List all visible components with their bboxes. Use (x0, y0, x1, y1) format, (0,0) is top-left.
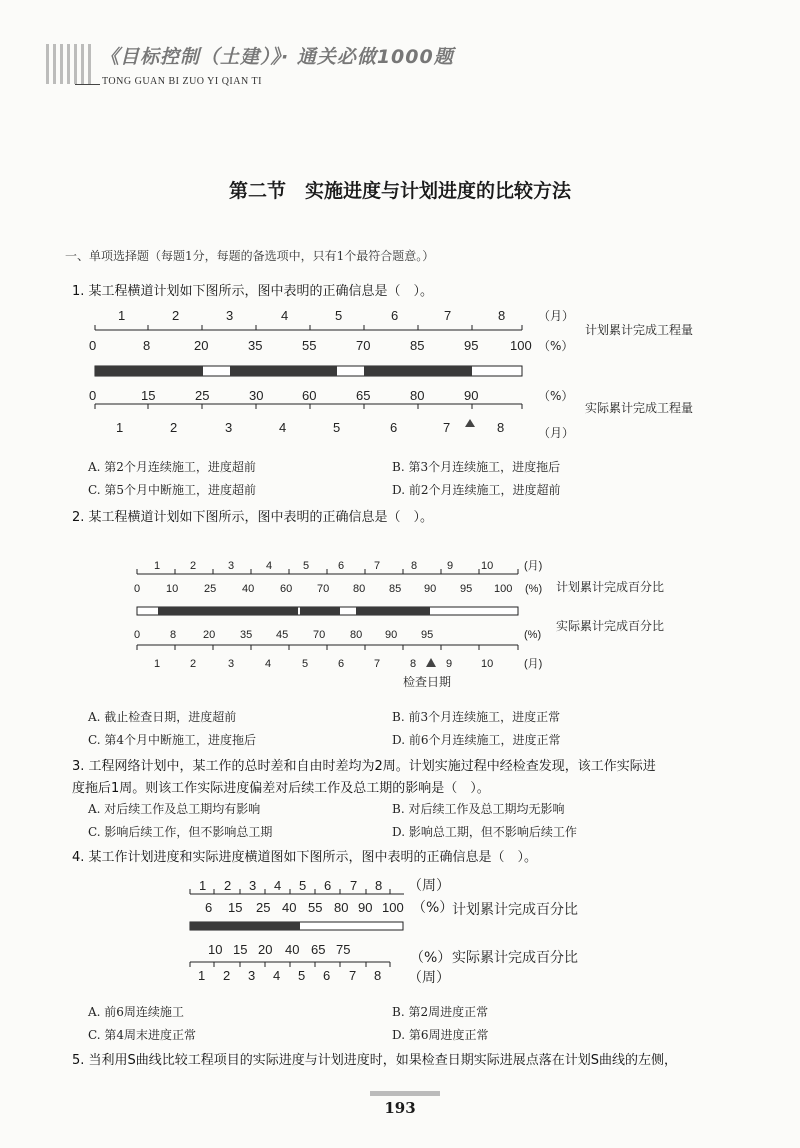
q2-option-d: D. 前6个月连续施工，进度正常 (392, 733, 561, 747)
chart-label: 3 (248, 968, 256, 983)
chart-label: 95 (421, 629, 434, 641)
chart-label: 25 (256, 900, 271, 915)
chart-label: 3 (249, 878, 257, 893)
chart-label: 6 (391, 308, 399, 323)
chart-label: 计划累计完成工程量 (585, 323, 694, 337)
chart-label: 4 (265, 658, 272, 670)
chart-label: 3 (225, 420, 233, 435)
q4-option-c: C. 第4周末进度正常 (88, 1028, 197, 1042)
chart-label: 10 (481, 658, 494, 670)
chart-label: 7 (349, 968, 357, 983)
chart-label: 6 (338, 560, 345, 572)
chart-label: 实际累计完成百分比 (452, 950, 578, 966)
chart-label: 5 (299, 878, 307, 893)
chart-label: (%) (525, 583, 543, 595)
chart-label: （%） (538, 339, 574, 353)
chart-label: 100 (494, 583, 513, 595)
chart-label: 70 (317, 583, 330, 595)
chart-label: 6 (205, 900, 213, 915)
chart-label: 2 (172, 308, 180, 323)
q3-option-b: B. 对后续工作及总工期均无影响 (392, 802, 565, 816)
chart-label: 40 (285, 942, 300, 957)
chart-label: 1 (154, 560, 161, 572)
chart-label: 5 (333, 420, 341, 435)
chart-label: 3 (226, 308, 234, 323)
chart-label: 5 (298, 968, 306, 983)
q1-option-d: D. 前2个月连续施工，进度超前 (392, 483, 561, 497)
chart-label: 95 (464, 338, 479, 353)
q1-option-c: C. 第5个月中断施工，进度超前 (88, 483, 257, 497)
chart-label: 1 (154, 658, 161, 670)
chart-label: 75 (336, 942, 351, 957)
chart-label: 70 (313, 629, 326, 641)
chart-label: 20 (194, 338, 209, 353)
chart-label: 7 (374, 560, 381, 572)
chart-label: 实际累计完成工程量 (585, 401, 694, 415)
chart-label: 80 (353, 583, 366, 595)
chart-label: 10 (481, 560, 494, 572)
book-title: 《目标控制（土建）》· 通关必做1000题 (100, 46, 454, 68)
page-number-decoration (370, 1091, 440, 1096)
chart-label: 8 (497, 420, 505, 435)
q4-option-a: A. 前6周连续施工 (88, 1005, 184, 1019)
chart-label: 35 (248, 338, 263, 353)
chart-label: 1 (116, 420, 124, 435)
chart-label: 9 (447, 560, 454, 572)
chart-label: 60 (302, 388, 317, 403)
chart-label: 55 (302, 338, 317, 353)
q3-option-c: C. 影响后续工作，但不影响总工期 (88, 825, 273, 839)
chart-label: 15 (228, 900, 243, 915)
chart-label: 2 (190, 560, 197, 572)
page-number: 193 (384, 1099, 416, 1117)
chart-label: 90 (358, 900, 373, 915)
q2-option-c: C. 第4个月中断施工，进度拖后 (88, 733, 257, 747)
book-pinyin: TONG GUAN BI ZUO YI QIAN TI (102, 76, 262, 87)
chart-label: 7 (444, 308, 452, 323)
chart-label: （月） (538, 426, 575, 440)
chart-label: （%） (410, 950, 452, 966)
chart-label: 8 (374, 968, 382, 983)
chart-label: 1 (118, 308, 126, 323)
chart-label: (%) (524, 629, 542, 641)
question-1-stem: 1. 某工程横道计划如下图所示，图中表明的正确信息是（ ）。 (72, 284, 434, 299)
q1-option-b: B. 第3个月连续施工，进度拖后 (392, 460, 561, 474)
chart-label: 8 (375, 878, 383, 893)
chart-label: 80 (350, 629, 363, 641)
q2-option-a: A. 截止检查日期，进度超前 (88, 710, 237, 724)
chart-label: 1 (198, 968, 206, 983)
chart-label: 4 (273, 968, 281, 983)
chart-label: 20 (258, 942, 273, 957)
chart-label: 4 (281, 308, 289, 323)
chart-label: 2 (190, 658, 197, 670)
chart-label: 15 (233, 942, 248, 957)
chart-label: 1 (199, 878, 207, 893)
chart-label: 5 (302, 658, 309, 670)
question-3-stem-line2: 度拖后1周。则该工作实际进度偏差对后续工作及总工期的影响是（ ）。 (72, 781, 490, 796)
check-date-marker (426, 658, 436, 667)
chart-label: 2 (170, 420, 178, 435)
chart-label: 30 (249, 388, 264, 403)
chart-label: 85 (389, 583, 402, 595)
chart-label: 10 (166, 583, 179, 595)
chart-label: 8 (410, 658, 417, 670)
chart-label: 7 (374, 658, 381, 670)
chart-label: 7 (443, 420, 451, 435)
q4-option-b: B. 第2周进度正常 (392, 1005, 489, 1019)
chart-label: 25 (195, 388, 210, 403)
chart-label: 3 (228, 658, 235, 670)
question-5-stem: 5. 当利用S曲线比较工程项目的实际进度与计划进度时，如果检查日期实际进展点落在计划S曲线的左侧， (72, 1053, 678, 1068)
chart-label: 0 (89, 388, 97, 403)
chart-label: 65 (311, 942, 326, 957)
chart-label: 检查日期 (403, 675, 452, 689)
chart-label: （%） (538, 389, 574, 403)
chart-label: 25 (204, 583, 217, 595)
chart-label: 计划累计完成百分比 (452, 902, 578, 918)
chart-label: 70 (356, 338, 371, 353)
instruction: 一、单项选择题（每题1分，每题的备选项中，只有1个最符合题意。） (65, 249, 435, 263)
chart-label: 3 (228, 560, 235, 572)
chart-label: 95 (460, 583, 473, 595)
question-3-stem-line1: 3. 工程网络计划中，某工作的总时差和自由时差均为2周。计划实施过程中经检查发现，该工作实际进 (72, 759, 656, 774)
chart-label: 55 (308, 900, 323, 915)
chart-label: 4 (274, 878, 282, 893)
chart-label: （月） (538, 309, 575, 323)
chart-label: 90 (424, 583, 437, 595)
q2-option-b: B. 前3个月连续施工，进度正常 (392, 710, 561, 724)
chart-label: 40 (282, 900, 297, 915)
chart-label: 8 (498, 308, 506, 323)
chart-label: 0 (89, 338, 97, 353)
chart-label: 5 (303, 560, 310, 572)
chart-label: 4 (266, 560, 273, 572)
chart-label: （周） (408, 878, 450, 894)
chart-label: 计划累计完成百分比 (556, 580, 665, 594)
chart-label: 45 (276, 629, 289, 641)
chart-label: 实际累计完成百分比 (556, 619, 665, 633)
chart-label: 65 (356, 388, 371, 403)
chart-label: 15 (141, 388, 156, 403)
chart-label: (月) (524, 560, 543, 572)
chart-label: 90 (464, 388, 479, 403)
question-2-stem: 2. 某工程横道计划如下图所示，图中表明的正确信息是（ ）。 (72, 510, 434, 525)
check-date-marker (465, 419, 475, 427)
chart-label: 4 (279, 420, 287, 435)
chart-label: 20 (203, 629, 216, 641)
chart-label: 6 (390, 420, 398, 435)
chart-label: 2 (223, 968, 231, 983)
section-title: 第二节 实施进度与计划进度的比较方法 (228, 180, 571, 202)
chart-label: 6 (338, 658, 345, 670)
chart-label: （%） (412, 900, 454, 916)
chart-label: 40 (242, 583, 255, 595)
chart-label: 8 (411, 560, 418, 572)
chart-label: 8 (170, 629, 177, 641)
chart-label: 60 (280, 583, 293, 595)
q3-option-a: A. 对后续工作及总工期均有影响 (88, 802, 261, 816)
question-4-stem: 4. 某工作计划进度和实际进度横道图如下图所示，图中表明的正确信息是（ ）。 (72, 850, 538, 865)
chart-label: 0 (134, 629, 141, 641)
chart-label: 8 (143, 338, 151, 353)
chart-label: 10 (208, 942, 223, 957)
chart-label: 6 (324, 878, 332, 893)
chart-label: 100 (382, 900, 404, 915)
q1-option-a: A. 第2个月连续施工，进度超前 (88, 460, 256, 474)
chart-label: 35 (240, 629, 253, 641)
chart-label: 5 (335, 308, 343, 323)
chart-label: 0 (134, 583, 141, 595)
chart-label: 2 (224, 878, 232, 893)
chart-label: 85 (410, 338, 425, 353)
q4-option-d: D. 第6周进度正常 (392, 1028, 489, 1042)
chart-label: 7 (350, 878, 358, 893)
chart-label: (月) (524, 658, 543, 670)
chart-label: 80 (334, 900, 349, 915)
chart-label: 100 (510, 338, 532, 353)
q3-option-d: D. 影响总工期，但不影响后续工作 (392, 825, 577, 839)
chart-label: 80 (410, 388, 425, 403)
chart-label: 6 (323, 968, 331, 983)
chart-label: 9 (446, 658, 453, 670)
chart-label: 90 (385, 629, 398, 641)
chart-label: （周） (408, 970, 450, 986)
